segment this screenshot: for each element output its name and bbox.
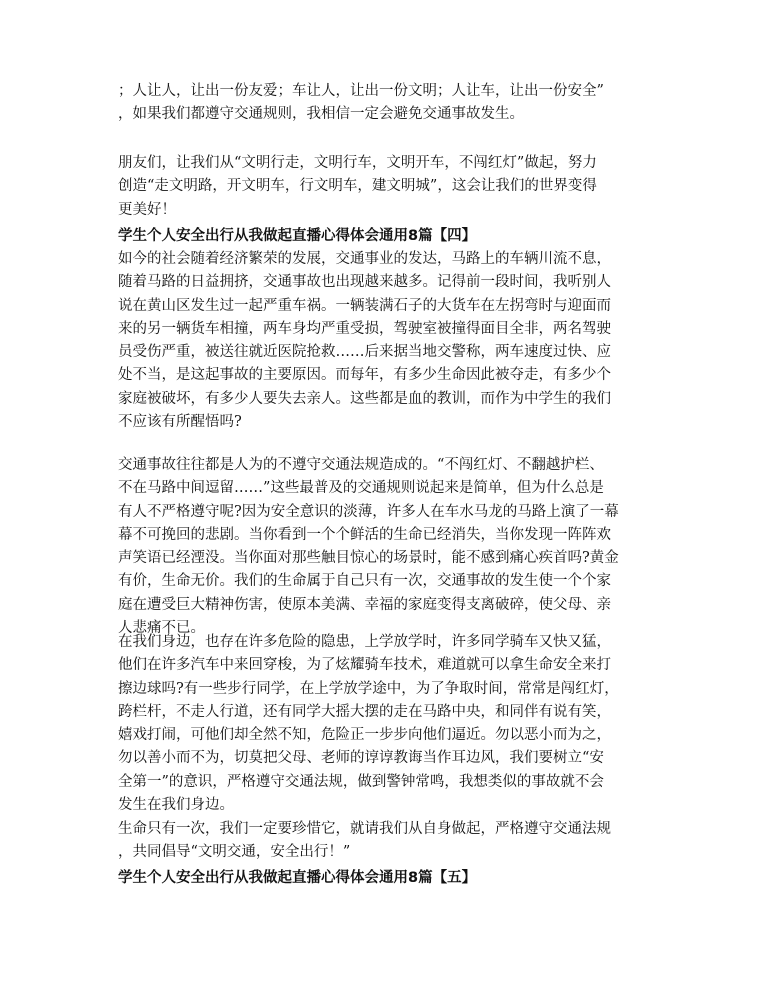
text-line: 不应该有所醒悟吗? <box>118 414 242 431</box>
text-line: 擦边球吗?有一些步行同学，在上学放学途中，为了争取时间，常常是闯红灯， <box>118 680 619 697</box>
text-line: 说在黄山区发生过一起严重车祸。一辆装满石子的大货车在左拐弯时与迎面而 <box>118 297 611 314</box>
text-line: 跨栏杆，不走人行道，还有同学大摇大摆的走在马路中央，和同伴有说有笑， <box>118 703 611 720</box>
text-line: 有价，生命无价。我们的生命属于自己只有一次，交通事故的发生使一个个家 <box>118 573 611 590</box>
text-line: 如今的社会随着经济繁荣的发展，交通事业的发达，马路上的车辆川流不息， <box>118 251 611 267</box>
text-line: 交通事故往往都是人为的不遵守交通法规造成的。“不闯红灯、不翻越护栏、 <box>118 457 604 473</box>
text-line: ；人让人，让出一份友爱；车让人，让出一份文明；人让车，让出一份安全” <box>118 83 604 99</box>
text-line: 随着马路的日益拥挤，交通事故也出现越来越多。记得前一段时间，我听别人 <box>118 274 611 291</box>
text-line: 更美好！ <box>118 201 176 218</box>
text-line: 他们在许多汽车中来回穿梭，为了炫耀骑车技术，难道就可以拿生命安全来打 <box>118 657 611 674</box>
text-line: 在我们身边，也存在许多危险的隐患，上学放学时，许多同学骑车又快又猛， <box>118 634 611 650</box>
text-line: 庭在遭受巨大精神伤害，使原本美满、幸福的家庭变得支离破碎，使父母、亲 <box>118 596 611 613</box>
text-line: 发生在我们身边。 <box>118 797 234 814</box>
text-line: 朋友们，让我们从“文明行走，文明行车，文明开车，不闯红灯”做起，努力 <box>118 155 597 171</box>
section-heading-5: 学生个人安全出行从我做起直播心得体会通用8篇【五】 <box>118 870 477 886</box>
text-line: 不在马路中间逗留……”这些最普及的交通规则说起来是简单，但为什么总是 <box>118 480 604 497</box>
paragraph-2 <box>118 152 658 222</box>
text-line: ，如果我们都遵守交通规则，我相信一定会避免交通事故发生。 <box>118 106 524 123</box>
paragraph-5 <box>118 631 658 817</box>
text-line: ，共同倡导“文明交通，安全出行！” <box>118 844 351 861</box>
section-heading-4: 学生个人安全出行从我做起直播心得体会通用8篇【四】 <box>118 228 477 244</box>
text-line: 全第一”的意识，严格遵守交通法规，做到警钟常鸣，我想类似的事故就不会 <box>118 773 604 790</box>
paragraph-4 <box>118 454 658 640</box>
text-line: 有人不严格遵守呢?因为安全意识的淡薄，许多人在车水马龙的马路上演了一幕 <box>118 503 619 520</box>
text-line: 声笑语已经湮没。当你面对那些触目惊心的场景时，能不感到痛心疾首吗?黄金 <box>118 550 619 567</box>
paragraph-6 <box>118 818 658 865</box>
text-line: 员受伤严重，被送往就近医院抢救……后来据当地交警称，两车速度过快、应 <box>118 344 611 361</box>
text-line: 幕不可挽回的悲剧。当你看到一个个鲜活的生命已经消失，当你发现一阵阵欢 <box>118 526 611 543</box>
paragraph-1 <box>118 80 658 127</box>
text-line: 嬉戏打闹，可他们却全然不知，危险正一步步向他们逼近。勿以恶小而为之， <box>118 727 611 744</box>
text-line: 家庭被破坏，有多少人要失去亲人。这些都是血的教训，而作为中学生的我们 <box>118 390 611 407</box>
paragraph-3 <box>118 248 658 434</box>
text-line: 来的另一辆货车相撞，两车身均严重受损，驾驶室被撞得面目全非，两名驾驶 <box>118 320 611 337</box>
text-line: 人悲痛不已。 <box>118 620 205 637</box>
text-line: 生命只有一次，我们一定要珍惜它，就请我们从自身做起，严格遵守交通法规 <box>118 821 611 837</box>
text-line: 勿以善小而不为，切莫把父母、老师的谆谆教诲当作耳边风，我们要树立“安 <box>118 750 604 767</box>
text-line: 处不当，是这起事故的主要原因。而每年，有多少生命因此被夺走，有多少个 <box>118 367 611 384</box>
text-line: 创造“走文明路，开文明车，行文明车，建文明城”，这会让我们的世界变得 <box>118 178 597 195</box>
